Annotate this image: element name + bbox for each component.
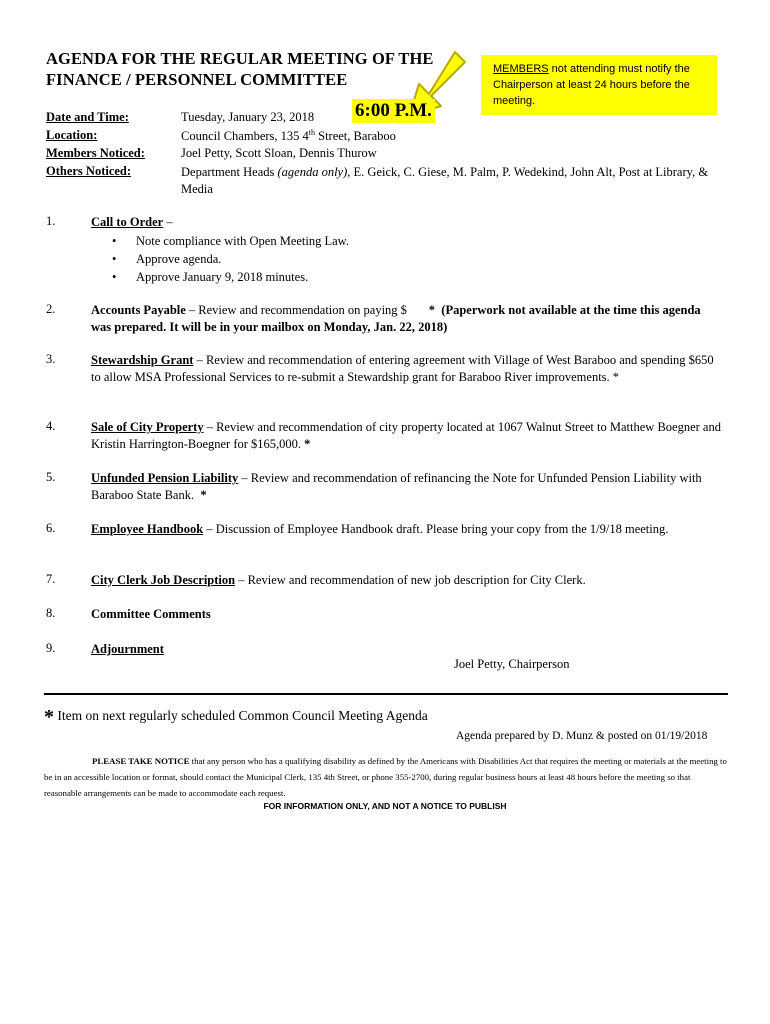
location-label: Location: — [46, 128, 98, 142]
ada-notice: PLEASE TAKE NOTICE that any person who has a qualifying disability as defined by the Americans with Disabilities Act that requires the meeting or materials at the meeting to be in an accessible location or format, should contact the Municipal Clerk, 135 4th Street, or phone 355-2700, during regular business hours at least 48 hours before the meeting so that reasonable arrangements can be made to accommodate each request. — [44, 756, 727, 798]
notice-text: not attending must notify the Chairperson at least 24 hours before the meeting. — [493, 63, 690, 107]
agenda-item-city-clerk-job: City Clerk Job Description – Review and recommendation of new job description for City Clerk. — [91, 573, 586, 587]
title-line-1: AGENDA FOR THE REGULAR MEETING OF THE — [46, 49, 434, 68]
date-value: Tuesday, January 23, 2018 — [181, 110, 315, 124]
time-value: 6:00 P.M. — [352, 99, 435, 123]
item-number: 3. — [46, 352, 56, 366]
item-number: 5. — [46, 470, 56, 484]
footer-notice: FOR INFORMATION ONLY, AND NOT A NOTICE TO PUBLISH — [263, 801, 507, 811]
divider — [44, 693, 728, 695]
agenda-item-sale-of-city-property: Sale of City Property – Review and recommendation of city property located at 1067 Walnut Street to Matthew Boegner and Kristin Harrington-Boegner for $165,000. * — [91, 420, 721, 451]
item-number: 9. — [46, 641, 56, 655]
item-number: 4. — [46, 419, 56, 433]
call-to-order-bullets — [112, 232, 349, 286]
members-notice-box — [481, 55, 717, 115]
members-label: Members Noticed: — [46, 146, 145, 160]
agenda-item-adjournment: Adjournment — [91, 642, 164, 656]
title-line-2: FINANCE / PERSONNEL COMMITTEE — [46, 70, 348, 89]
agenda-item-stewardship-grant: Stewardship Grant – Review and recommendation of entering agreement with Village of West Baraboo and spending $650 to allow MSA Professional Services to re-submit a Stewardship grant for Baraboo River improvements. * — [91, 353, 714, 384]
item-number: 8. — [46, 606, 56, 620]
star-note: * Item on next regularly scheduled Common Council Meeting Agenda — [44, 706, 428, 728]
agenda-item-unfunded-pension: Unfunded Pension Liability – Review and recommendation of refinancing the Note for Unfunded Pension Liability with Baraboo State Bank. * — [91, 471, 702, 502]
list-item: • Approve agenda. — [112, 250, 349, 268]
list-item: • Note compliance with Open Meeting Law. — [112, 232, 349, 250]
date-label: Date and Time: — [46, 110, 129, 124]
agenda-item-accounts-payable: Accounts Payable – Review and recommendation on paying $ * (Paperwork not available at the time this agenda was prepared. It will be in your mailbox on Monday, Jan. 22, 2018) — [91, 303, 704, 334]
agenda-item-call-to-order: Call to Order – — [91, 215, 173, 229]
others-label: Others Noticed: — [46, 164, 132, 178]
members-value: Joel Petty, Scott Sloan, Dennis Thurow — [181, 146, 377, 160]
item-number: 7. — [46, 572, 56, 586]
list-item: • Approve January 9, 2018 minutes. — [112, 268, 349, 286]
prepared-by: Agenda prepared by D. Munz & posted on 01/19/2018 — [456, 730, 708, 742]
item-number: 6. — [46, 521, 56, 535]
item-number: 2. — [46, 302, 56, 316]
notice-lead: MEMBERS — [493, 63, 549, 75]
chairperson-signature: Joel Petty, Chairperson — [454, 657, 570, 671]
location-value: Council Chambers, 135 4th Street, Baraboo — [181, 128, 396, 144]
agenda-title — [46, 48, 446, 90]
agenda-item-committee-comments: Committee Comments — [91, 607, 211, 621]
agenda-item-employee-handbook: Employee Handbook – Discussion of Employee Handbook draft. Please bring your copy from the 1/9/18 meeting. — [91, 522, 669, 536]
others-value: Department Heads (agenda only), E. Geick, C. Giese, M. Palm, P. Wedekind, John Alt, Post at Library, & Media — [181, 165, 709, 196]
item-number: 1. — [46, 214, 56, 228]
